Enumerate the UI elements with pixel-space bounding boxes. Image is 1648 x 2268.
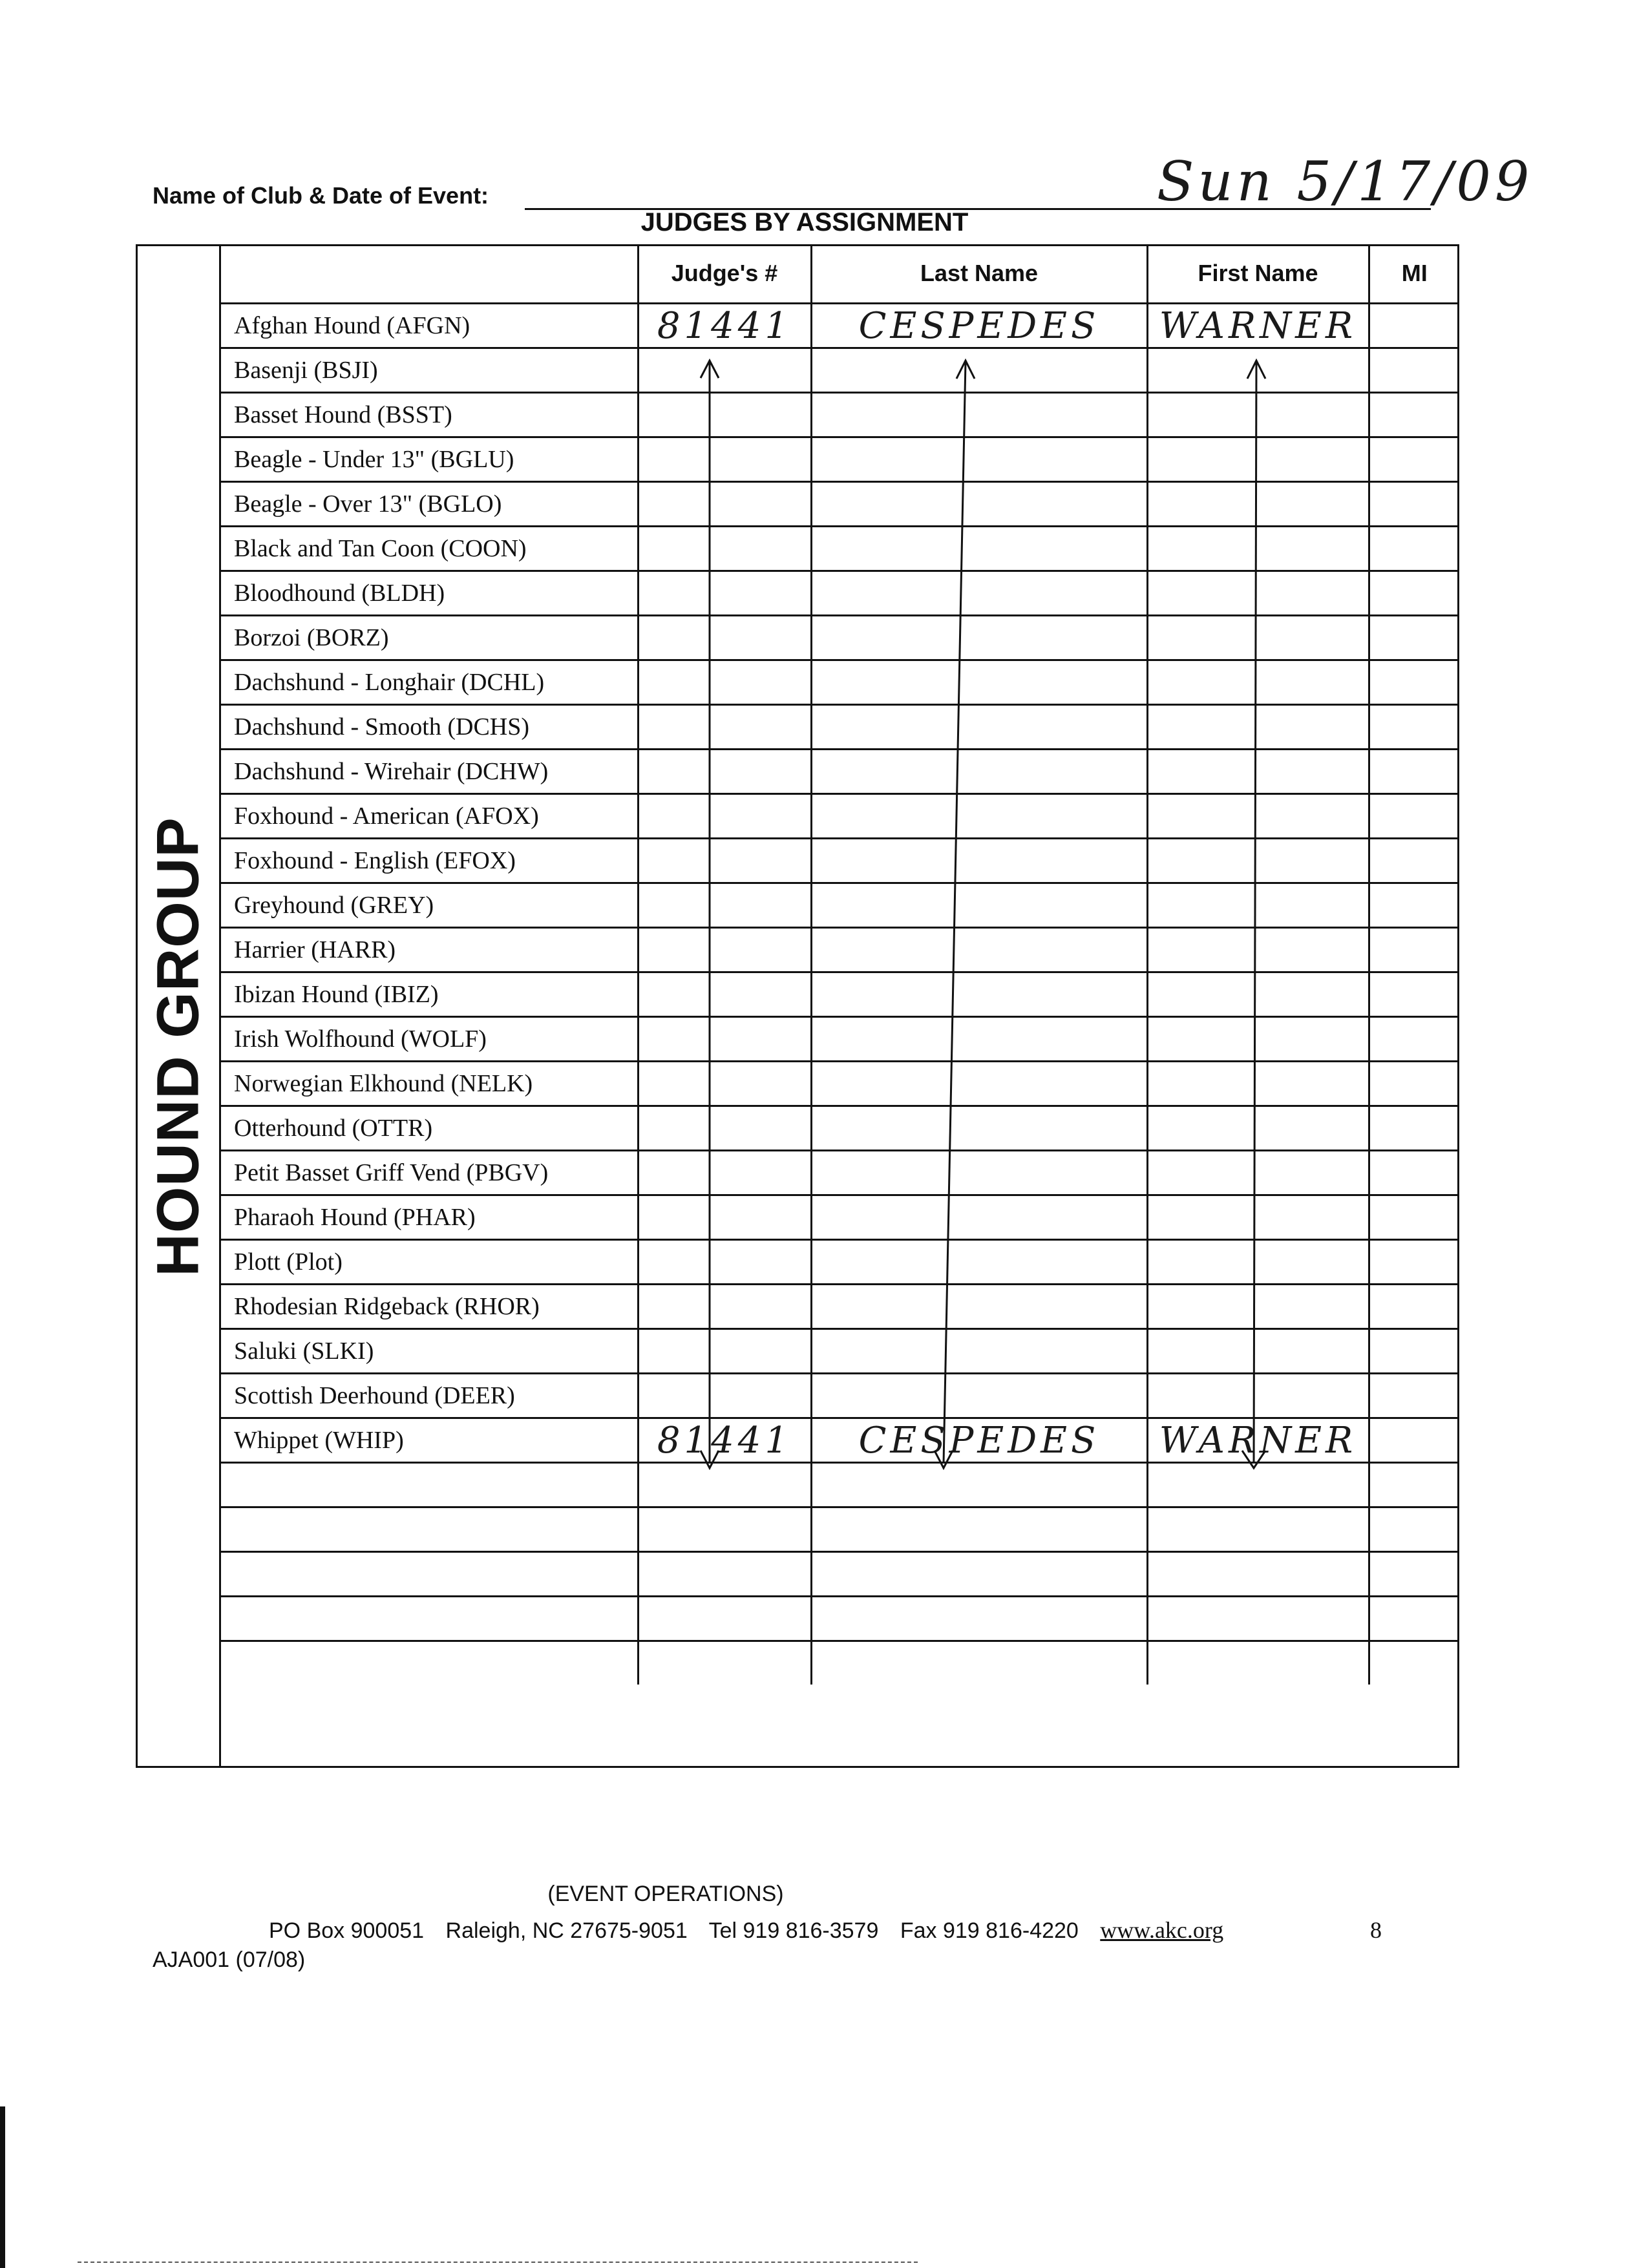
first-name-cell[interactable]	[1147, 928, 1369, 972]
first-name-cell[interactable]	[1147, 794, 1369, 839]
last-name-cell[interactable]	[811, 1463, 1147, 1507]
footer-website-link[interactable]: www.akc.org	[1100, 1917, 1224, 1943]
column-header-mi: MI	[1369, 244, 1459, 304]
first-name-cell[interactable]	[1147, 1329, 1369, 1374]
breed-cell: Basset Hound (BSST)	[221, 393, 638, 437]
table-row	[221, 839, 1459, 883]
first-name-cell[interactable]: WARNER	[1147, 1418, 1369, 1463]
breed-cell: Norwegian Elkhound (NELK)	[221, 1062, 638, 1106]
breed-cell: Dachshund - Wirehair (DCHW)	[221, 750, 638, 794]
table-row	[221, 972, 1459, 1017]
breed-cell: Plott (Plot)	[221, 1240, 638, 1285]
mi-cell[interactable]	[1369, 1329, 1459, 1374]
breed-cell: Greyhound (GREY)	[221, 883, 638, 928]
table-row	[221, 1597, 1459, 1641]
breed-cell	[221, 1641, 638, 1685]
last-name-cell[interactable]	[811, 883, 1147, 928]
breed-cell: Ibizan Hound (IBIZ)	[221, 972, 638, 1017]
judge-number-cell[interactable]	[638, 1062, 811, 1106]
judge-number-cell[interactable]	[638, 1641, 811, 1685]
first-name-cell[interactable]	[1147, 393, 1369, 437]
column-header-last-name: Last Name	[811, 244, 1147, 304]
last-name-cell[interactable]	[811, 1106, 1147, 1151]
footer-city: Raleigh, NC 27675-9051	[445, 1918, 688, 1943]
table-row	[221, 1374, 1459, 1418]
mi-cell[interactable]	[1369, 1463, 1459, 1507]
breed-cell: Borzoi (BORZ)	[221, 616, 638, 660]
breed-cell	[221, 1507, 638, 1552]
table-row	[221, 348, 1459, 393]
scan-bottom-mark	[78, 2262, 918, 2263]
judge-number-cell[interactable]	[638, 750, 811, 794]
table-row	[221, 1507, 1459, 1552]
first-name-cell[interactable]	[1147, 1374, 1369, 1418]
mi-cell[interactable]	[1369, 348, 1459, 393]
last-name-cell[interactable]	[811, 1240, 1147, 1285]
page-title: JUDGES BY ASSIGNMENT	[640, 208, 969, 236]
judge-number-cell[interactable]	[638, 1285, 811, 1329]
last-name-cell[interactable]	[811, 705, 1147, 750]
judge-number-cell[interactable]	[638, 1507, 811, 1552]
table-row	[221, 750, 1459, 794]
breed-cell	[221, 1463, 638, 1507]
scan-edge-mark	[0, 2106, 5, 2268]
table-row	[221, 571, 1459, 616]
first-name-cell[interactable]	[1147, 1240, 1369, 1285]
last-name-cell[interactable]	[811, 928, 1147, 972]
first-name-cell[interactable]	[1147, 1597, 1369, 1641]
judge-number-cell[interactable]: 81441	[638, 1418, 811, 1463]
mi-cell[interactable]	[1369, 1017, 1459, 1062]
mi-cell[interactable]	[1369, 839, 1459, 883]
breed-cell: Foxhound - American (AFOX)	[221, 794, 638, 839]
last-name-cell[interactable]	[811, 1017, 1147, 1062]
judge-number-cell[interactable]	[638, 1017, 811, 1062]
mi-cell[interactable]	[1369, 750, 1459, 794]
assignment-table-wrap	[221, 244, 1459, 1685]
group-label: HOUND GROUP	[145, 817, 211, 1277]
last-name-cell[interactable]	[811, 1552, 1147, 1597]
first-name-cell[interactable]	[1147, 1641, 1369, 1685]
last-name-cell[interactable]	[811, 1151, 1147, 1195]
table-row	[221, 794, 1459, 839]
table-row	[221, 482, 1459, 527]
breed-cell	[221, 1597, 638, 1641]
table-row	[221, 1151, 1459, 1195]
table-row	[221, 1195, 1459, 1240]
footer-department: (EVENT OPERATIONS)	[547, 1882, 784, 1906]
judge-number-cell[interactable]	[638, 571, 811, 616]
table-row	[221, 527, 1459, 571]
mi-cell[interactable]	[1369, 1507, 1459, 1552]
table-row	[221, 1106, 1459, 1151]
breed-cell: Petit Basset Griff Vend (PBGV)	[221, 1151, 638, 1195]
breed-cell: Beagle - Over 13" (BGLO)	[221, 482, 638, 527]
table-row	[221, 928, 1459, 972]
last-name-cell[interactable]	[811, 660, 1147, 705]
mi-cell[interactable]	[1369, 571, 1459, 616]
club-date-label: Name of Club & Date of Event:	[153, 182, 489, 209]
mi-cell[interactable]	[1369, 705, 1459, 750]
table-row	[221, 660, 1459, 705]
mi-cell[interactable]	[1369, 1151, 1459, 1195]
first-name-cell[interactable]	[1147, 1151, 1369, 1195]
breed-cell: Foxhound - English (EFOX)	[221, 839, 638, 883]
breed-cell: Irish Wolfhound (WOLF)	[221, 1017, 638, 1062]
footer-tel: Tel 919 816-3579	[708, 1918, 879, 1943]
mi-cell[interactable]	[1369, 1240, 1459, 1285]
judge-number-cell[interactable]	[638, 1106, 811, 1151]
last-name-cell[interactable]	[811, 1374, 1147, 1418]
column-header-first-name: First Name	[1147, 244, 1369, 304]
mi-cell[interactable]	[1369, 928, 1459, 972]
table-row	[221, 1552, 1459, 1597]
last-name-cell[interactable]	[811, 571, 1147, 616]
page-number: 8	[1370, 1917, 1382, 1943]
mi-cell[interactable]	[1369, 1195, 1459, 1240]
judge-number-cell[interactable]	[638, 1240, 811, 1285]
mi-cell[interactable]	[1369, 1374, 1459, 1418]
last-name-cell[interactable]: CESPEDES	[811, 304, 1147, 348]
last-name-cell[interactable]	[811, 1062, 1147, 1106]
mi-cell[interactable]	[1369, 660, 1459, 705]
table-row	[221, 1240, 1459, 1285]
mi-cell[interactable]	[1369, 972, 1459, 1017]
breed-cell	[221, 1552, 638, 1597]
judge-number-cell[interactable]	[638, 705, 811, 750]
column-header-breed	[221, 244, 638, 304]
judge-number-cell[interactable]	[638, 883, 811, 928]
judge-number-cell[interactable]	[638, 348, 811, 393]
last-name-cell[interactable]	[811, 348, 1147, 393]
judge-number-cell[interactable]	[638, 660, 811, 705]
breed-cell: Whippet (WHIP)	[221, 1418, 638, 1463]
first-name-cell[interactable]	[1147, 1062, 1369, 1106]
last-name-cell[interactable]	[811, 1285, 1147, 1329]
last-name-cell[interactable]	[811, 1597, 1147, 1641]
footer-fax: Fax 919 816-4220	[900, 1918, 1079, 1943]
table-header-row	[221, 244, 1459, 304]
judge-number-cell[interactable]	[638, 482, 811, 527]
mi-cell[interactable]	[1369, 616, 1459, 660]
breed-cell: Otterhound (OTTR)	[221, 1106, 638, 1151]
breed-cell: Pharaoh Hound (PHAR)	[221, 1195, 638, 1240]
column-header-judge-number: Judge's #	[638, 244, 811, 304]
mi-cell[interactable]	[1369, 1062, 1459, 1106]
breed-cell: Bloodhound (BLDH)	[221, 571, 638, 616]
first-name-cell[interactable]	[1147, 1106, 1369, 1151]
judge-number-cell[interactable]	[638, 1552, 811, 1597]
table-row	[221, 437, 1459, 482]
breed-cell: Scottish Deerhound (DEER)	[221, 1374, 638, 1418]
judge-number-cell[interactable]	[638, 972, 811, 1017]
last-name-cell[interactable]	[811, 437, 1147, 482]
mi-cell[interactable]	[1369, 1106, 1459, 1151]
first-name-cell[interactable]: WARNER	[1147, 304, 1369, 348]
table-row	[221, 705, 1459, 750]
last-name-cell[interactable]	[811, 839, 1147, 883]
table-row	[221, 1062, 1459, 1106]
judge-number-cell[interactable]	[638, 1195, 811, 1240]
table-row	[221, 304, 1459, 348]
judge-number-cell[interactable]	[638, 393, 811, 437]
table-row	[221, 1641, 1459, 1685]
first-name-cell[interactable]	[1147, 437, 1369, 482]
last-name-cell[interactable]	[811, 1195, 1147, 1240]
footer-address	[269, 1916, 1239, 1944]
table-row	[221, 1285, 1459, 1329]
assignment-table	[221, 244, 1459, 1685]
judge-number-cell[interactable]	[638, 616, 811, 660]
breed-cell: Dachshund - Longhair (DCHL)	[221, 660, 638, 705]
first-name-cell[interactable]	[1147, 482, 1369, 527]
first-name-cell[interactable]	[1147, 348, 1369, 393]
breed-cell: Beagle - Under 13" (BGLU)	[221, 437, 638, 482]
mi-cell[interactable]	[1369, 527, 1459, 571]
mi-cell[interactable]	[1369, 1641, 1459, 1685]
mi-cell[interactable]	[1369, 1597, 1459, 1641]
table-row	[221, 1418, 1459, 1463]
mi-cell[interactable]	[1369, 794, 1459, 839]
judge-number-cell[interactable]	[638, 839, 811, 883]
judge-number-cell[interactable]	[638, 527, 811, 571]
mi-cell[interactable]	[1369, 1552, 1459, 1597]
mi-cell[interactable]	[1369, 304, 1459, 348]
judge-number-cell[interactable]	[638, 1374, 811, 1418]
first-name-cell[interactable]	[1147, 616, 1369, 660]
mi-cell[interactable]	[1369, 482, 1459, 527]
first-name-cell[interactable]	[1147, 1195, 1369, 1240]
last-name-cell[interactable]	[811, 527, 1147, 571]
breed-cell: Harrier (HARR)	[221, 928, 638, 972]
last-name-cell[interactable]: CESPEDES	[811, 1418, 1147, 1463]
first-name-cell[interactable]	[1147, 660, 1369, 705]
last-name-cell[interactable]	[811, 750, 1147, 794]
mi-cell[interactable]	[1369, 883, 1459, 928]
table-row	[221, 1463, 1459, 1507]
judge-number-cell[interactable]	[638, 437, 811, 482]
last-name-cell[interactable]	[811, 616, 1147, 660]
table-row	[221, 393, 1459, 437]
first-name-cell[interactable]	[1147, 1017, 1369, 1062]
table-row	[221, 616, 1459, 660]
mi-cell[interactable]	[1369, 437, 1459, 482]
breed-cell: Saluki (SLKI)	[221, 1329, 638, 1374]
last-name-cell[interactable]	[811, 794, 1147, 839]
form-code: AJA001 (07/08)	[153, 1948, 306, 1972]
breed-cell: Basenji (BSJI)	[221, 348, 638, 393]
mi-cell[interactable]	[1369, 1418, 1459, 1463]
breed-cell: Rhodesian Ridgeback (RHOR)	[221, 1285, 638, 1329]
last-name-cell[interactable]	[811, 1507, 1147, 1552]
first-name-cell[interactable]	[1147, 750, 1369, 794]
last-name-cell[interactable]	[811, 482, 1147, 527]
last-name-cell[interactable]	[811, 972, 1147, 1017]
first-name-cell[interactable]	[1147, 839, 1369, 883]
first-name-cell[interactable]	[1147, 1507, 1369, 1552]
judge-number-cell[interactable]	[638, 1597, 811, 1641]
last-name-cell[interactable]	[811, 1641, 1147, 1685]
first-name-cell[interactable]	[1147, 883, 1369, 928]
first-name-cell[interactable]	[1147, 972, 1369, 1017]
first-name-cell[interactable]	[1147, 527, 1369, 571]
breed-cell: Dachshund - Smooth (DCHS)	[221, 705, 638, 750]
last-name-cell[interactable]	[811, 1329, 1147, 1374]
last-name-cell[interactable]	[811, 393, 1147, 437]
judge-number-cell[interactable]	[638, 928, 811, 972]
breed-cell: Afghan Hound (AFGN)	[221, 304, 638, 348]
judge-number-cell[interactable]	[638, 1463, 811, 1507]
first-name-cell[interactable]	[1147, 1463, 1369, 1507]
first-name-cell[interactable]	[1147, 705, 1369, 750]
judge-number-cell[interactable]	[638, 794, 811, 839]
first-name-cell[interactable]	[1147, 1285, 1369, 1329]
first-name-cell[interactable]	[1147, 1552, 1369, 1597]
judge-number-cell[interactable]	[638, 1329, 811, 1374]
mi-cell[interactable]	[1369, 393, 1459, 437]
breed-cell: Black and Tan Coon (COON)	[221, 527, 638, 571]
table-row	[221, 1329, 1459, 1374]
first-name-cell[interactable]	[1147, 571, 1369, 616]
judge-number-cell[interactable]	[638, 1151, 811, 1195]
table-row	[221, 883, 1459, 928]
judge-number-cell[interactable]: 81441	[638, 304, 811, 348]
footer-po-box: PO Box 900051	[269, 1918, 425, 1943]
mi-cell[interactable]	[1369, 1285, 1459, 1329]
club-date-handwritten[interactable]: Sun 5/17/09	[1157, 150, 1534, 213]
table-row	[221, 1017, 1459, 1062]
